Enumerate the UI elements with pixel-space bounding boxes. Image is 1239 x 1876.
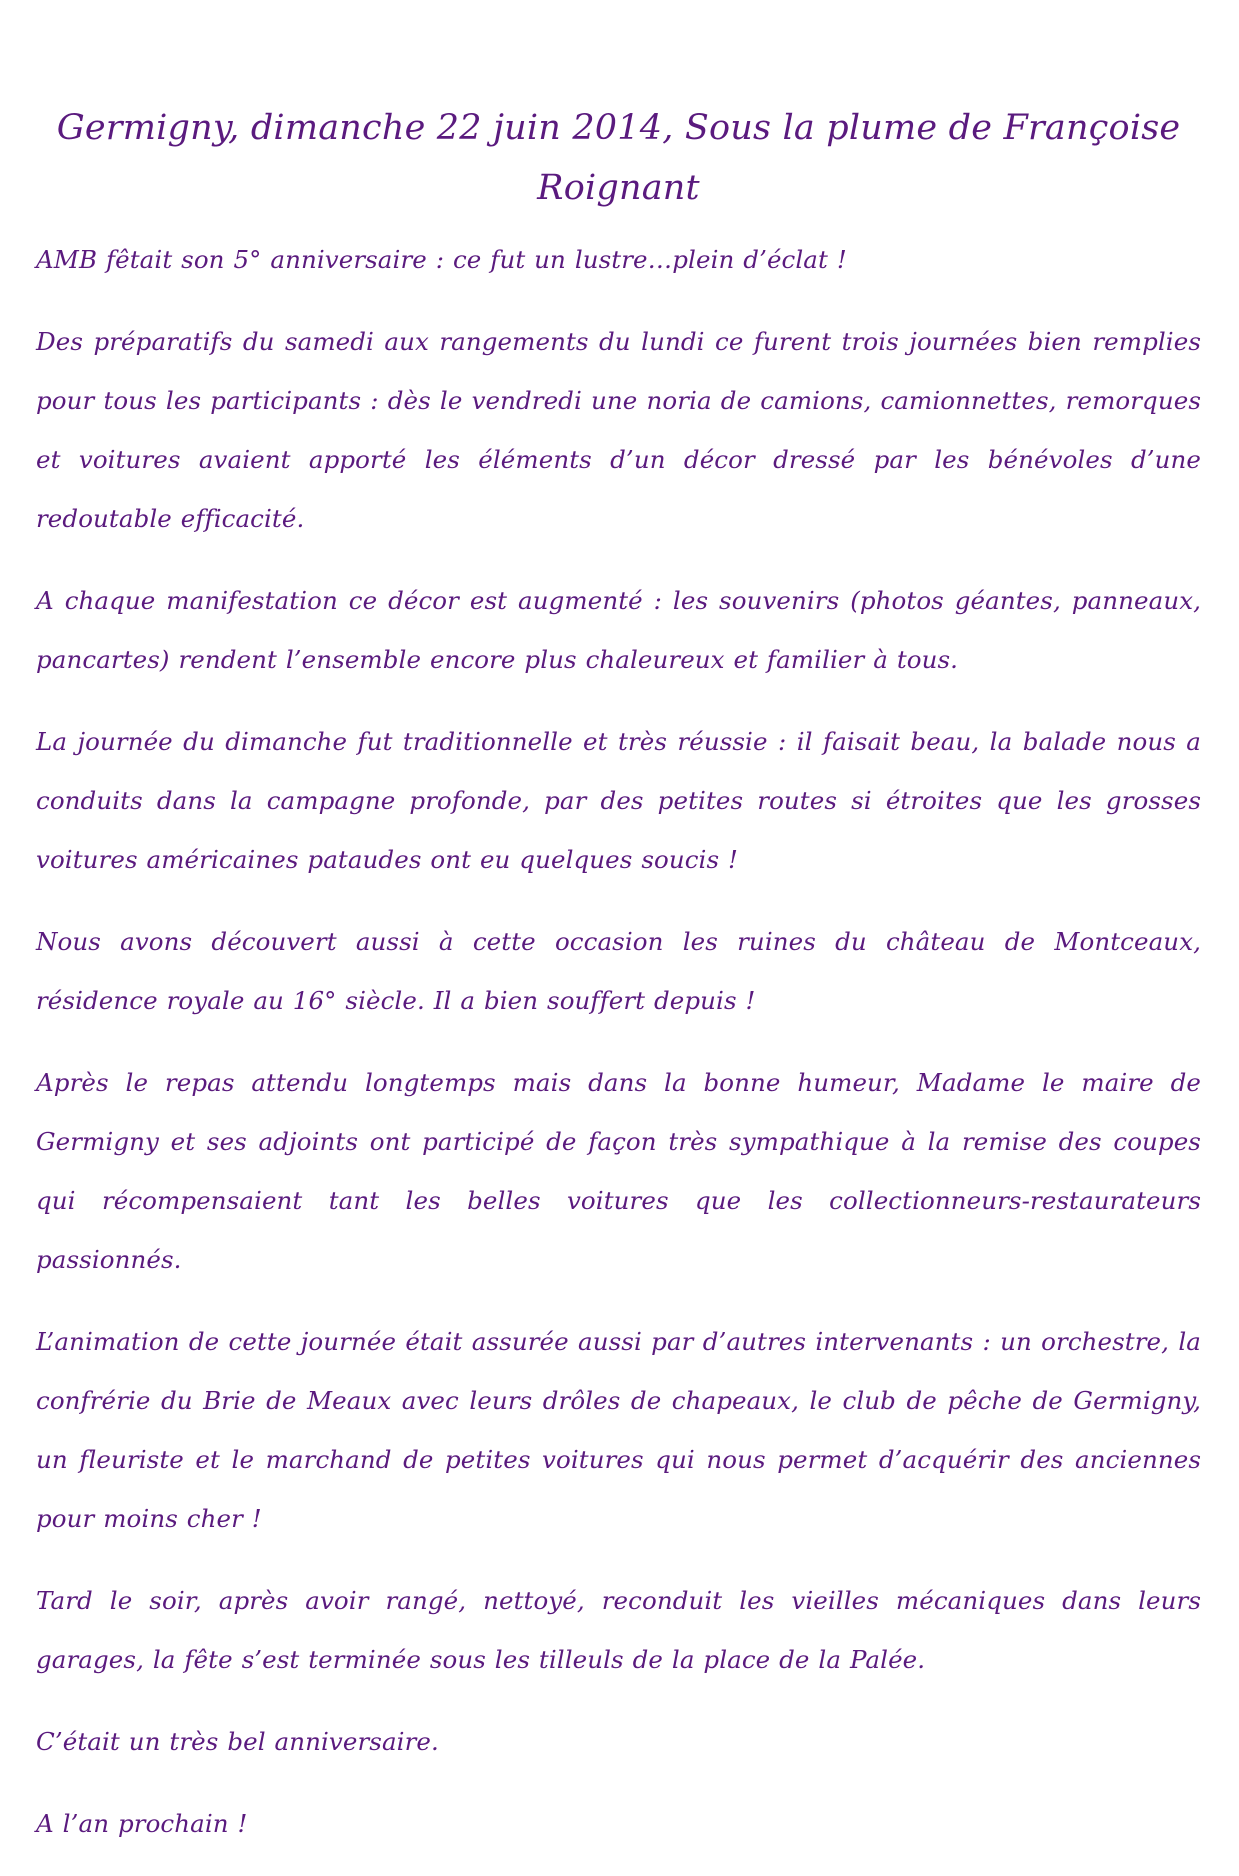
paragraph-evening: Tard le soir, après avoir rangé, nettoyé, reconduit les vieilles mécaniques dans leurs garages, la fête s’est terminée sous les tilleuls de la place de la Palée. [36,1586,1201,1674]
paragraph-entertainment: L’animation de cette journée était assurée aussi par d’autres intervenants : un orchestre, la confrérie du Brie de Meaux avec leurs drôles de chapeaux, le club de pêche de Germigny, un fleuriste et le marchand de petites voitures qui nous permet d’acquérir des anciennes pour moins cher ! [36,1327,1201,1533]
paragraph-sunday: La journée du dimanche fut traditionnelle et très réussie : il faisait beau, la balade nous a conduits dans la campagne profonde, par des petites routes si étroites que les grosses voitures américaines pataudes ont eu quelques soucis ! [36,727,1201,874]
paragraph-decor: A chaque manifestation ce décor est augmenté : les souvenirs (photos géantes, panneaux, pancartes) rendent l’ensemble encore plus chaleureux et familier à tous. [36,586,1201,674]
paragraph-preparations: Des préparatifs du samedi aux rangements du lundi ce furent trois journées bien remplies pour tous les participants : dès le vendredi une noria de camions, camionnettes, remorques et voitures avaient apporté les éléments d’un décor dressé par les bénévoles d’une redoutable efficacité. [36,327,1201,533]
paragraph-awards: Après le repas attendu longtemps mais dans la bonne humeur, Madame le maire de Germigny et ses adjoints ont participé de façon très sympathique à la remise des coupes qui récompensaient tant les belles voitures que les collectionneurs-restaurateurs passionnés. [36,1068,1201,1274]
document-title: Germigny, dimanche 22 juin 2014, Sous la plume de Françoise Roignant [56,108,1181,208]
document-body [36,98,1201,1876]
paragraph-anniversary: AMB fêtait son 5° anniversaire : ce fut un lustre…plein d’éclat ! [36,245,847,274]
paragraph-montceaux: Nous avons découvert aussi à cette occasion les ruines du château de Montceaux, résidence royale au 16° siècle. Il a bien souffert depuis ! [36,927,1201,1015]
paragraph-conclusion: C’était un très bel anniversaire. [36,1727,439,1756]
paragraph-farewell: A l’an prochain ! [36,1809,248,1838]
